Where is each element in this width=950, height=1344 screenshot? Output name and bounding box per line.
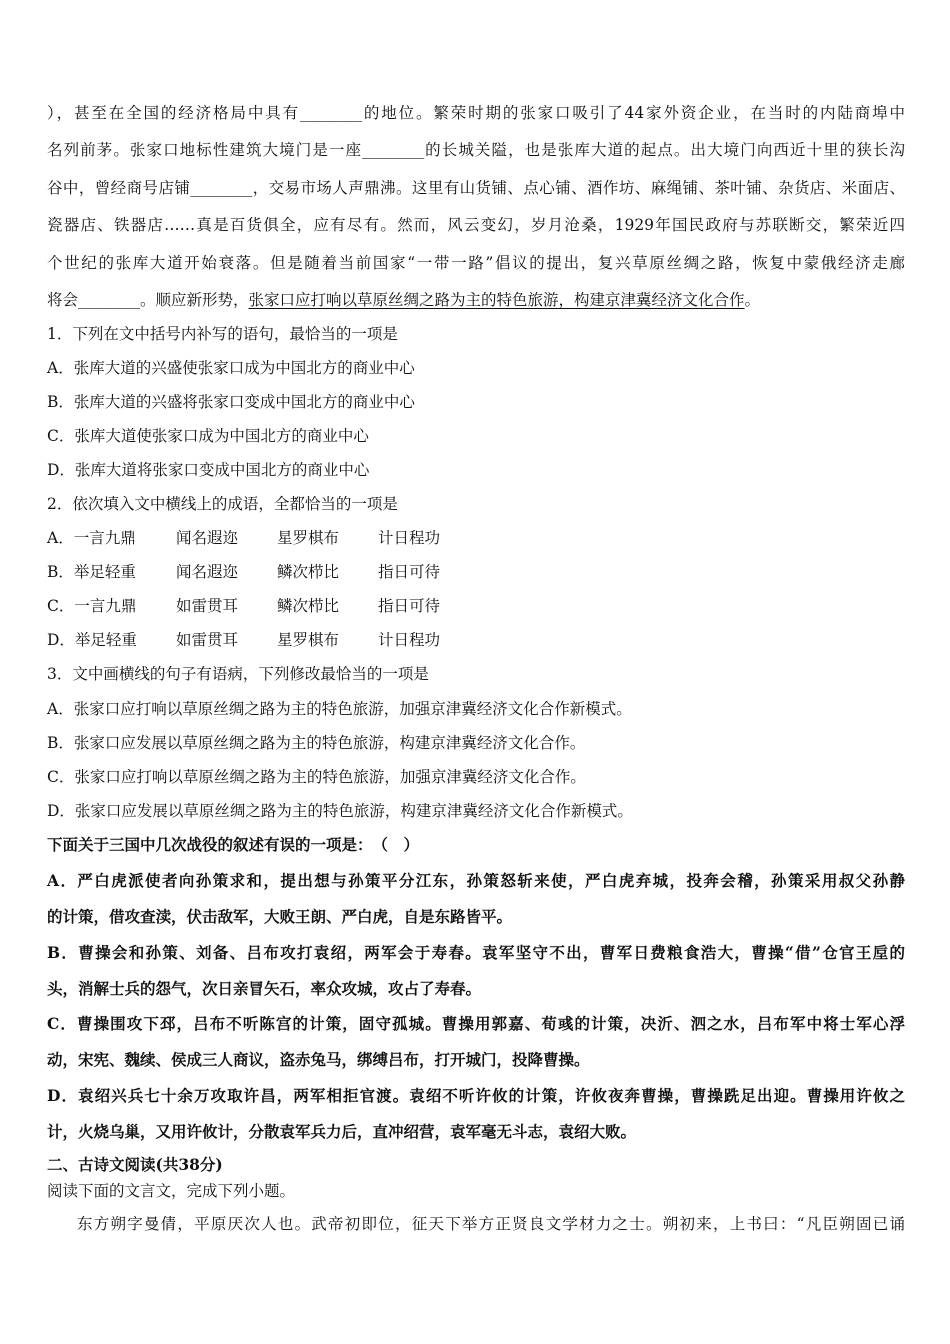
question-2-option-d <box>47 628 440 650</box>
underlined-sentence: 张家口应打响以草原丝绸之路为主的特色旅游，构建京津冀经济文化合作 <box>248 291 745 309</box>
section-heading: 二、古诗文阅读(共38分) <box>47 1155 223 1174</box>
passage-line: 个世纪的张库大道开始衰落。但是随着当前国家“一带一路”倡议的提出，复兴草原丝绸之路，恢复中蒙俄经济走廊 <box>47 254 905 272</box>
question-3-option-d: D．张家口应发展以草原丝绸之路为主的特色旅游，构建京津冀经济文化合作新模式。 <box>47 802 633 820</box>
option-term: 指日可待 <box>378 597 441 615</box>
passage-line: 名列前茅。张家口地标性建筑大境门是一座________的长城关隘，也是张库大道的起点。出大境门向西近十里的狭长沟 <box>47 141 905 159</box>
question-4-line: D．袁绍兴兵七十余万攻取许昌，两军相拒官渡。袁绍不听许攸的计策，许攸夜奔曹操，曹操跣足出迎。曹操用许攸之 <box>47 1086 905 1105</box>
question-4-line: C．曹操围攻下邳，吕布不听陈宫的计策，固守孤城。曹操用郭嘉、荀彧的计策，决沂、泗之水，吕布军中将士军心浮 <box>47 1014 905 1033</box>
option-term: C．一言九鼎 <box>47 597 137 615</box>
question-2-option-c <box>47 594 440 616</box>
option-term: 星罗棋布 <box>277 529 340 547</box>
question-4-line: 头，消解士兵的怨气，次日亲冒矢石，率众攻城，攻占了寿春。 <box>47 979 482 998</box>
question-4-stem: 下面关于三国中几次战役的叙述有误的一项是： （ ） <box>47 835 420 854</box>
option-term: 闻名遐迩 <box>176 563 239 581</box>
question-2-option-a <box>47 526 440 548</box>
question-4-line: 计，火烧乌巢，又用许攸计，分散袁军兵力后，直冲绍营，袁军毫无斗志，袁绍大败。 <box>47 1122 637 1141</box>
passage-last-suffix: 。 <box>744 291 761 309</box>
option-term: D．举足轻重 <box>47 631 137 649</box>
passage-line: 瓷器店、铁器店……真是百货俱全，应有尽有。然而，风云变幻，岁月沧桑，1929年国民政府与苏联断交，繁荣近四 <box>47 216 905 234</box>
option-term: 指日可待 <box>378 563 441 581</box>
question-3-stem: 3．文中画横线的句子有语病，下列修改最恰当的一项是 <box>47 665 429 683</box>
question-2-stem: 2．依次填入文中横线上的成语，全都恰当的一项是 <box>47 495 398 513</box>
option-term: 计日程功 <box>378 631 441 649</box>
option-term: B．举足轻重 <box>47 563 136 581</box>
option-term: 计日程功 <box>378 529 441 547</box>
question-1-option-a: A．张库大道的兴盛使张家口成为中国北方的商业中心 <box>47 359 415 377</box>
option-term: 如雷贯耳 <box>176 631 239 649</box>
classical-text-line: 东方朔字曼倩，平原厌次人也。武帝初即位，征天下举方正贤良文学材力之士。朔初来，上书曰：“凡臣朔固已诵 <box>77 1215 905 1233</box>
question-4-line: 的计策，借攻查渎，伏击敌军，大败王朗、严白虎，自是东路皆平。 <box>47 907 513 926</box>
question-3-option-a: A．张家口应打响以草原丝绸之路为主的特色旅游，加强京津冀经济文化合作新模式。 <box>47 700 632 718</box>
option-term: 星罗棋布 <box>277 631 340 649</box>
option-term: 闻名遐迩 <box>176 529 239 547</box>
question-4-line: A．严白虎派使者向孙策求和，提出想与孙策平分江东，孙策怒斩来使，严白虎弃城，投奔会稽，孙策采用叔父孙静 <box>47 871 905 890</box>
question-2-option-b <box>47 560 440 582</box>
passage-last-line <box>47 288 760 310</box>
question-4-line: 动，宋宪、魏续、侯成三人商议，盗赤兔马，绑缚吕布，打开城门，投降曹操。 <box>47 1050 590 1069</box>
question-1-option-c: C．张库大道使张家口成为中国北方的商业中心 <box>47 427 369 445</box>
question-3-option-b: B．张家口应发展以草原丝绸之路为主的特色旅游，构建京津冀经济文化合作。 <box>47 734 586 752</box>
option-term: 鳞次栉比 <box>277 597 340 615</box>
question-4-line: B．曹操会和孙策、刘备、吕布攻打袁绍，两军会于寿春。袁军坚守不出，曹军日费粮食浩大，曹操“借”仓官王垕的 <box>47 943 905 962</box>
question-3-option-c: C．张家口应打响以草原丝绸之路为主的特色旅游，加强京津冀经济文化合作。 <box>47 768 586 786</box>
option-term: A．一言九鼎 <box>47 529 136 547</box>
question-1-stem: 1．下列在文中括号内补写的语句，最恰当的一项是 <box>47 325 398 343</box>
option-term: 鳞次栉比 <box>277 563 340 581</box>
option-term: 如雷贯耳 <box>176 597 239 615</box>
passage-line: ），甚至在全国的经济格局中具有________的地位。繁荣时期的张家口吸引了44家外资企业，在当时的内陆商埠中 <box>47 104 905 122</box>
question-1-option-d: D．张库大道将张家口变成中国北方的商业中心 <box>47 461 370 479</box>
passage-last-prefix: 将会________。顺应新形势， <box>47 291 249 309</box>
passage-line: 谷中，曾经商号店铺________，交易市场人声鼎沸。这里有山货铺、点心铺、酒作坊、麻绳铺、茶叶铺、杂货店、米面店、 <box>47 179 905 197</box>
section-instruction: 阅读下面的文言文，完成下列小题。 <box>47 1182 296 1200</box>
question-1-option-b: B．张库大道的兴盛将张家口变成中国北方的商业中心 <box>47 393 415 411</box>
